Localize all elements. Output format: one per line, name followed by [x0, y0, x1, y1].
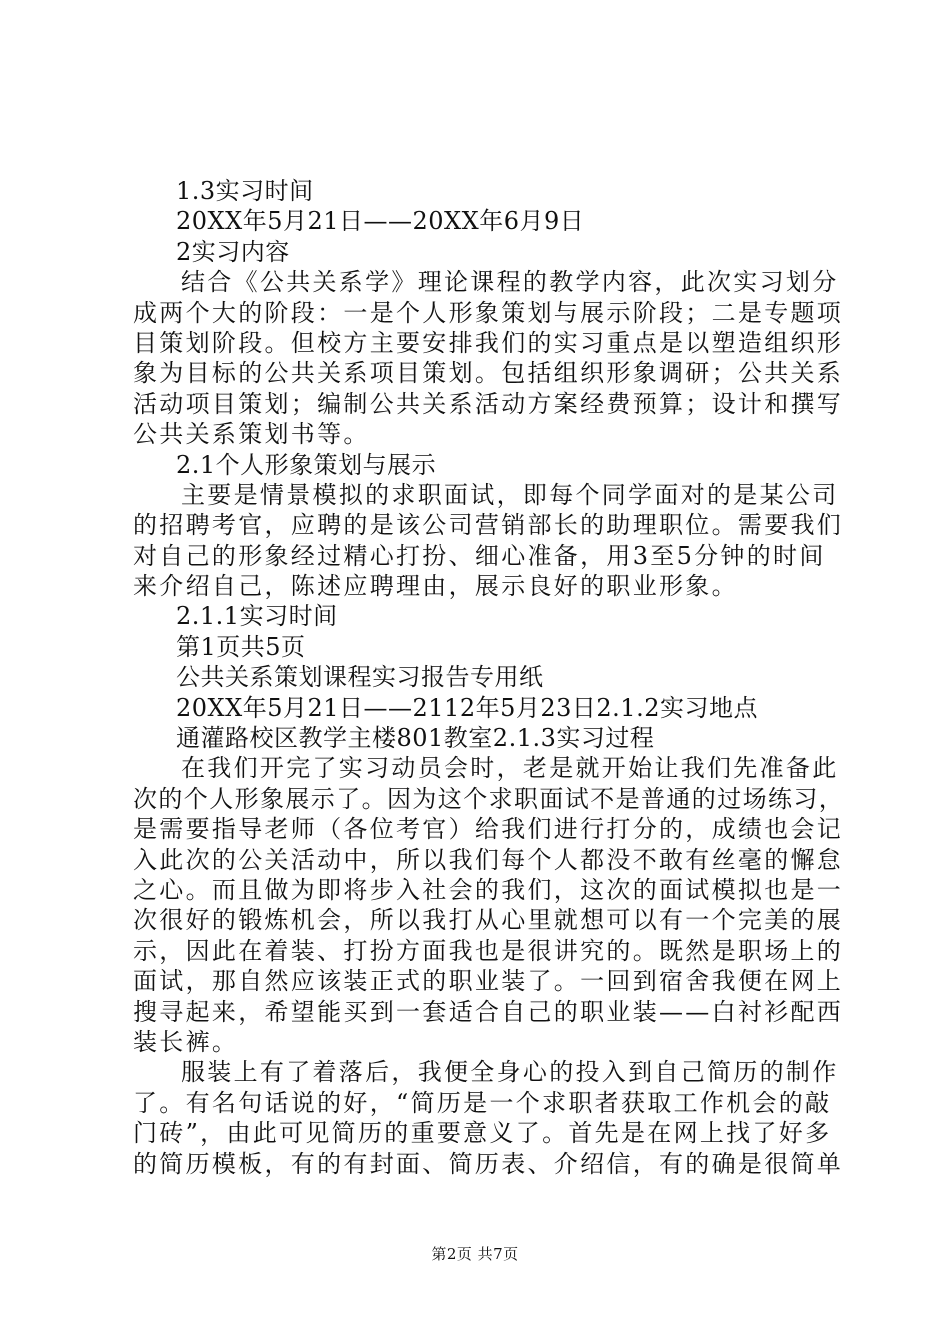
- paragraph-line: 目策划阶段。但校方主要安排我们的实习重点是以塑造组织形: [133, 328, 844, 357]
- section-heading-1-3: 1.3实习时间: [176, 177, 314, 205]
- page-footer: 第2页 共7页: [431, 1245, 519, 1263]
- paragraph-line: 象为目标的公共关系项目策划。包括组织形象调研；公共关系: [133, 359, 844, 388]
- paragraph-line: 门砖”，由此可见简历的重要意义了。首先是在网上找了好多: [133, 1119, 832, 1148]
- paragraph-line: 主要是情景模拟的求职面试，即每个同学面对的是某公司: [181, 480, 839, 509]
- document-body: [133, 176, 845, 1179]
- paragraph-line: 面试，那自然应该装正式的职业装了。一回到宿舍我便在网上: [133, 967, 844, 996]
- paragraph-line: 之心。而且做为即将步入社会的我们，这次的面试模拟也是一: [133, 875, 844, 904]
- paragraph-line: 服装上有了着落后，我便全身心的投入到自己简历的制作: [181, 1058, 839, 1087]
- section-heading-2-1-1: 2.1.1实习时间: [176, 602, 338, 631]
- paragraph-line: 了。有名句话说的好，“简历是一个求职者获取工作机会的敲: [133, 1088, 832, 1117]
- paragraph-line: 的简历模板，有的有封面、简历表、介绍信，有的确是很简单: [133, 1149, 844, 1178]
- paragraph-preparation: [133, 753, 845, 1057]
- paragraph-line: 活动项目策划；编制公共关系活动方案经费预算；设计和撰写: [133, 389, 844, 418]
- classroom-and-process-line: 通灌路校区教学主楼801教室2.1.3实习过程: [176, 724, 655, 753]
- date-and-location-line: 20XX年5月21日——2112年5月23日2.1.2实习地点: [176, 693, 758, 722]
- section-heading-2-1: 2.1个人形象策划与展示: [176, 450, 437, 479]
- section-heading-2: 2实习内容: [176, 237, 290, 266]
- date-range-line: 20XX年5月21日——20XX年6月9日: [176, 207, 585, 236]
- inline-page-number: 第1页共5页: [176, 632, 306, 661]
- paragraph-resume: [133, 1057, 844, 1179]
- paragraph-line: 的招聘考官，应聘的是该公司营销部长的助理职位。需要我们: [133, 511, 844, 540]
- paragraph-line: 入此次的公关活动中，所以我们每个人都没不敢有丝毫的懈怠: [133, 845, 844, 874]
- paragraph-line: 次很好的锻炼机会，所以我打从心里就想可以有一个完美的展: [133, 906, 844, 935]
- paragraph-line: 对自己的形象经过精心打扮、细心准备，用3至5分钟的时间: [133, 541, 826, 570]
- paragraph-practice-content: [133, 267, 844, 449]
- paragraph-line: 结合《公共关系学》理论课程的教学内容，此次实习划分: [181, 268, 839, 297]
- paragraph-line: 来介绍自己，陈述应聘理由，展示良好的职业形象。: [133, 572, 738, 601]
- paragraph-line: 在我们开完了实习动员会时，老是就开始让我们先准备此: [181, 754, 839, 783]
- paragraph-line: 次的个人形象展示了。因为这个求职面试不是普通的过场练习，: [133, 784, 845, 813]
- paragraph-line: 搜寻起来，希望能买到一套适合自己的职业装——白衬衫配西: [133, 997, 844, 1026]
- paragraph-line: 装长裤。: [133, 1027, 239, 1056]
- paragraph-line: 是需要指导老师（各位考官）给我们进行打分的，成绩也会记: [133, 815, 844, 844]
- paragraph-line: 示，因此在着装、打扮方面我也是很讲究的。既然是职场上的: [133, 936, 844, 965]
- paragraph-interview-simulation: [133, 480, 844, 602]
- paragraph-line: 公共关系策划书等。: [133, 420, 370, 449]
- report-paper-label: 公共关系策划课程实习报告专用纸: [176, 663, 544, 692]
- paragraph-line: 成两个大的阶段：一是个人形象策划与展示阶段；二是专题项: [133, 298, 844, 327]
